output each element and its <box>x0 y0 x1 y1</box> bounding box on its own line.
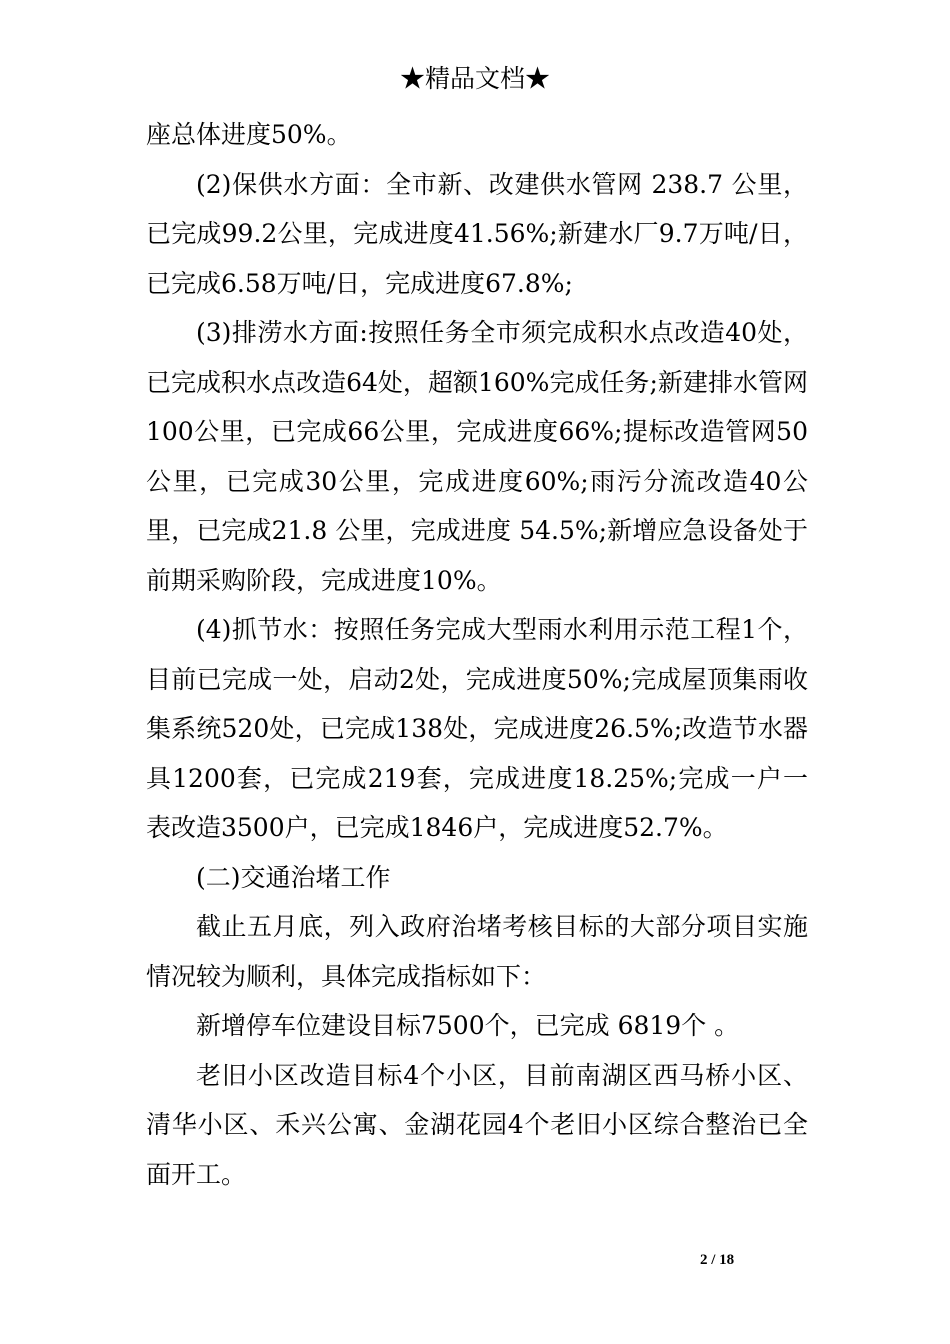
paragraph-water-supply: (2)保供水方面：全市新、改建供水管网 238.7 公里，已完成99.2公里，完成进度41.56%;新建水厂9.7万吨/日，已完成6.58万吨/日，完成进度67.8%; <box>146 169 808 298</box>
document-header: ★精品文档★ <box>399 64 550 93</box>
paragraph-drainage: (3)排涝水方面:按照任务全市须完成积水点改造40处，已完成积水点改造64处，超额160%完成任务;新建排水管网100公里，已完成66公里，完成进度66%;提标改造管网50公里，已完成30公里，完成进度60%;雨污分流改造40公里，已完成21.8 公里，完成进度 54.5%;新增应急设备处于前期采购阶段，完成进度10%。 <box>146 318 808 595</box>
paragraph-continuation: 座总体进度50%。 <box>146 120 352 149</box>
paragraph-old-community: 老旧小区改造目标4个小区，目前南湖区西马桥小区、清华小区、禾兴公寓、金湖花园4个老旧小区综合整治已全面开工。 <box>146 1060 808 1189</box>
section-heading-traffic: (二)交通治堵工作 <box>196 862 391 892</box>
paragraph-traffic-intro: 截止五月底，列入政府治堵考核目标的大部分项目实施情况较为顺利，具体完成指标如下： <box>146 912 808 991</box>
paragraph-water-saving: (4)抓节水：按照任务完成大型雨水利用示范工程1个，目前已完成一处，启动2处，完成进度50%;完成屋顶集雨收集系统520处，已完成138处，完成进度26.5%;改造节水器具1200套，已完成219套，完成进度18.25%;完成一户一表改造3500户，已完成1846户，完成进度52.7%。 <box>146 615 808 842</box>
page-number: 2 / 18 <box>700 1252 735 1268</box>
document-body <box>146 110 808 1199</box>
paragraph-parking: 新增停车位建设目标7500个，已完成 6819个 。 <box>196 1011 740 1040</box>
